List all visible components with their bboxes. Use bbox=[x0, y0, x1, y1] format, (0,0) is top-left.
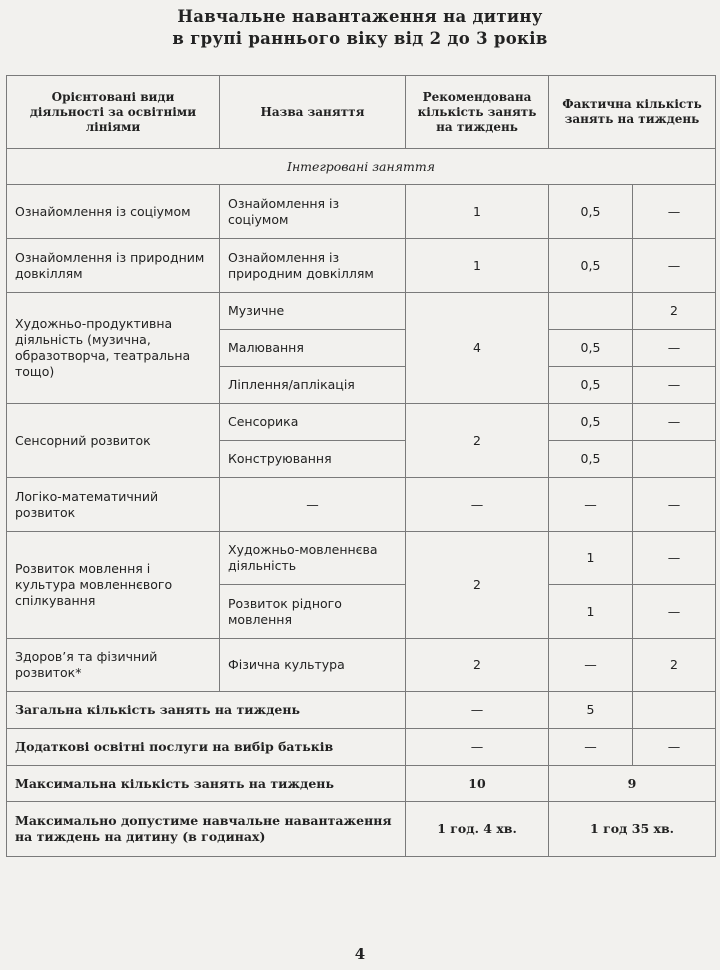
load-actual: 1 год 35 хв. bbox=[549, 802, 716, 857]
recommended-cell: — bbox=[406, 478, 549, 532]
lesson-name-cell: Розвиток рідного мовлення bbox=[220, 585, 406, 639]
lesson-name-cell: Конструювання bbox=[220, 441, 406, 478]
actual-cell-b: 2 bbox=[633, 293, 716, 330]
area-cell: Ознайомлення із природним довкіллям bbox=[7, 239, 220, 293]
extra-services-label: Додаткові освітні послуги на вибір батьків bbox=[7, 729, 406, 766]
area-cell: Художньо-продуктивна діяльність (музична, образотворча, театральна тощо) bbox=[7, 293, 220, 404]
actual-cell-b: — bbox=[633, 532, 716, 585]
actual-cell-a: 0,5 bbox=[549, 330, 633, 367]
actual-cell-b: — bbox=[633, 330, 716, 367]
title-line-1: Навчальне навантаження на дитину bbox=[177, 7, 543, 26]
recommended-cell: 2 bbox=[406, 639, 549, 692]
lesson-name-cell: Музичне bbox=[220, 293, 406, 330]
actual-cell-a: 0,5 bbox=[549, 441, 633, 478]
actual-cell-b bbox=[633, 441, 716, 478]
recommended-cell: 1 bbox=[406, 185, 549, 239]
max-recommended: 10 bbox=[406, 766, 549, 802]
actual-cell-a: 1 bbox=[549, 585, 633, 639]
actual-cell-a: 0,5 bbox=[549, 367, 633, 404]
max-lessons-label: Максимальна кількість занять на тиждень bbox=[7, 766, 406, 802]
max-load-label: Максимально допустиме навчальне навантаження на тиждень на дитину (в годинах) bbox=[7, 802, 406, 857]
recommended-cell: — bbox=[406, 729, 549, 766]
load-recommended: 1 год. 4 хв. bbox=[406, 802, 549, 857]
actual-cell-a: 5 bbox=[549, 692, 633, 729]
actual-cell-b: — bbox=[633, 478, 716, 532]
actual-cell-b bbox=[633, 692, 716, 729]
actual-cell-b: — bbox=[633, 185, 716, 239]
actual-cell-b: — bbox=[633, 585, 716, 639]
recommended-cell: 2 bbox=[406, 404, 549, 478]
area-cell: Здоров’я та фізичний розвиток* bbox=[7, 639, 220, 692]
actual-cell-a: 0,5 bbox=[549, 239, 633, 293]
header-activity-areas: Орієнтовані види діяльності за освітніми лініями bbox=[7, 76, 220, 149]
lesson-name-cell: Сенсорика bbox=[220, 404, 406, 441]
header-actual: Фактична кількість занять на тиждень bbox=[549, 76, 716, 149]
actual-cell-b: — bbox=[633, 404, 716, 441]
actual-cell-a: — bbox=[549, 729, 633, 766]
lesson-name-cell: — bbox=[220, 478, 406, 532]
total-lessons-label: Загальна кількість занять на тиждень bbox=[7, 692, 406, 729]
recommended-cell: — bbox=[406, 692, 549, 729]
page-title bbox=[0, 6, 720, 50]
load-table bbox=[6, 75, 716, 857]
lesson-name-cell: Ліплення/аплікація bbox=[220, 367, 406, 404]
header-recommended: Рекомендована кількість занять на тиждень bbox=[406, 76, 549, 149]
actual-cell-a: 0,5 bbox=[549, 185, 633, 239]
actual-cell-b: — bbox=[633, 239, 716, 293]
actual-cell-b: 2 bbox=[633, 639, 716, 692]
lesson-name-cell: Фізична культура bbox=[220, 639, 406, 692]
lesson-name-cell: Малювання bbox=[220, 330, 406, 367]
title-line-2: в групі раннього віку від 2 до 3 років bbox=[172, 29, 548, 48]
actual-cell-a: 1 bbox=[549, 532, 633, 585]
actual-cell-a bbox=[549, 293, 633, 330]
area-cell: Логіко-математичний розвиток bbox=[7, 478, 220, 532]
recommended-cell: 2 bbox=[406, 532, 549, 639]
header-lesson-name: Назва заняття bbox=[220, 76, 406, 149]
actual-cell-b: — bbox=[633, 367, 716, 404]
area-cell: Сенсорний розвиток bbox=[7, 404, 220, 478]
actual-cell-a: — bbox=[549, 478, 633, 532]
lesson-name-cell: Ознайомлення із соціумом bbox=[220, 185, 406, 239]
area-cell: Ознайомлення із соціумом bbox=[7, 185, 220, 239]
page-number: 4 bbox=[354, 945, 366, 963]
actual-cell-b: — bbox=[633, 729, 716, 766]
area-cell: Розвиток мовлення і культура мовленнєвого спілкування bbox=[7, 532, 220, 639]
lesson-name-cell: Ознайомлення із природним довкіллям bbox=[220, 239, 406, 293]
section-integrated: Інтегровані заняття bbox=[7, 149, 716, 185]
actual-cell-a: 0,5 bbox=[549, 404, 633, 441]
actual-cell-a: — bbox=[549, 639, 633, 692]
max-actual: 9 bbox=[549, 766, 716, 802]
lesson-name-cell: Художньо-мовленнєва діяльність bbox=[220, 532, 406, 585]
recommended-cell: 4 bbox=[406, 293, 549, 404]
recommended-cell: 1 bbox=[406, 239, 549, 293]
